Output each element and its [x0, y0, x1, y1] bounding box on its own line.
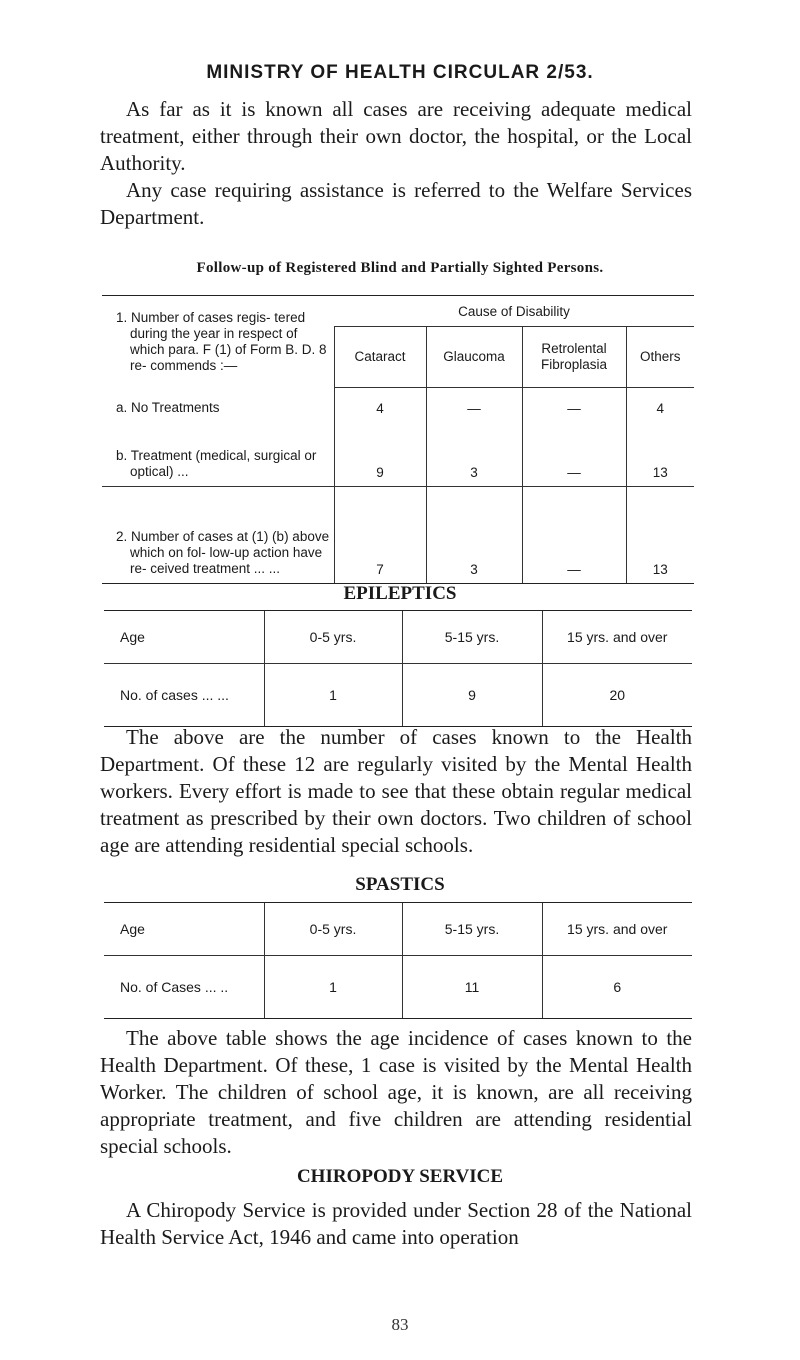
paragraph-treatment: As far as it is known all cases are receiving adequate medical treatment, either through their own doctor, the hospital, or the Local Authority. [100, 97, 692, 175]
row-label: a. No Treatments [116, 399, 220, 415]
column-header-glaucoma: Glaucoma [426, 327, 522, 388]
cell-value: 20 [542, 664, 692, 727]
row-label: No. of Cases ... .. [104, 956, 264, 1019]
column-header-age: Age [104, 611, 264, 664]
cell-value: 9 [334, 428, 426, 487]
cell-value: 4 [334, 388, 426, 429]
cell-value: 11 [402, 956, 542, 1019]
epileptics-table [104, 610, 692, 727]
column-header-0-5: 0-5 yrs. [264, 611, 402, 664]
cell-value: 7 [334, 487, 426, 584]
cell-value: 1 [264, 956, 402, 1019]
cell-value: 4 [626, 388, 694, 429]
paragraph-welfare: Any case requiring assistance is referred to the Welfare Services Department. [100, 178, 692, 229]
cell-value: 3 [426, 487, 522, 584]
column-header-0-5: 0-5 yrs. [264, 903, 402, 956]
column-header-others: Others [626, 327, 694, 388]
follow-up-table [102, 295, 694, 584]
column-header-retrolental: Retrolental Fibroplasia [522, 327, 626, 388]
cell-value: — [522, 487, 626, 584]
row-label: b. Treatment (medical, surgical or optical) ... [116, 448, 317, 479]
cell-value: 13 [626, 487, 694, 584]
table-row [102, 428, 694, 487]
column-header-cataract: Cataract [334, 327, 426, 388]
table-row [102, 388, 694, 429]
cell-value: 3 [426, 428, 522, 487]
column-header-5-15: 5-15 yrs. [402, 611, 542, 664]
row-label: No. of cases ... ... [104, 664, 264, 727]
cell-value: 13 [626, 428, 694, 487]
epileptics-heading: EPILEPTICS [343, 583, 457, 604]
table-row [104, 664, 692, 727]
column-header-5-15: 5-15 yrs. [402, 903, 542, 956]
paragraph-spastics: The above table shows the age incidence of cases known to the Health Department. Of these, 1 case is visited by the Mental Health Worker. The children of school age, it is known, are all receiving appropriate treatment, and five children are attending residential special schools. [100, 1026, 692, 1158]
row-label: 2. Number of cases at (1) (b) above which on fol- low-up action have re- ceived treatment ... ... [102, 487, 334, 584]
spastics-table [104, 902, 692, 1019]
cause-of-disability-header: Cause of Disability [334, 296, 694, 327]
table-row [102, 487, 694, 584]
paragraph-epileptics: The above are the number of cases known to the Health Department. Of these 12 are regularly visited by the Mental Health workers. Every effort is made to see that these obtain regular medical treatment as prescribed by their own doctors. Two children of school age are attending residential special schools. [100, 725, 692, 857]
paragraph-chiropody: A Chiropody Service is provided under Section 28 of the National Health Service Act, 1946 and came into operation [100, 1198, 692, 1249]
chiropody-heading: CHIROPODY SERVICE [296, 1166, 504, 1187]
page-number: 83 [391, 1315, 409, 1334]
column-header-15-over: 15 yrs. and over [542, 611, 692, 664]
cell-value: — [522, 388, 626, 429]
column-header-age: Age [104, 903, 264, 956]
table-row [104, 956, 692, 1019]
cell-value: — [426, 388, 522, 429]
follow-up-row-label-header: 1. Number of cases regis- tered during the year in respect of which para. F (1) of Form B. D. 8 re- commends :— [102, 296, 334, 388]
circular-title: MINISTRY OF HEALTH CIRCULAR 2/53. [206, 62, 594, 83]
cell-value: 1 [264, 664, 402, 727]
cell-value: 9 [402, 664, 542, 727]
follow-up-heading: Follow-up of Registered Blind and Partially Sighted Persons. [196, 260, 604, 276]
spastics-heading: SPASTICS [355, 874, 445, 895]
cell-value: 6 [542, 956, 692, 1019]
cell-value: — [522, 428, 626, 487]
column-header-15-over: 15 yrs. and over [542, 903, 692, 956]
